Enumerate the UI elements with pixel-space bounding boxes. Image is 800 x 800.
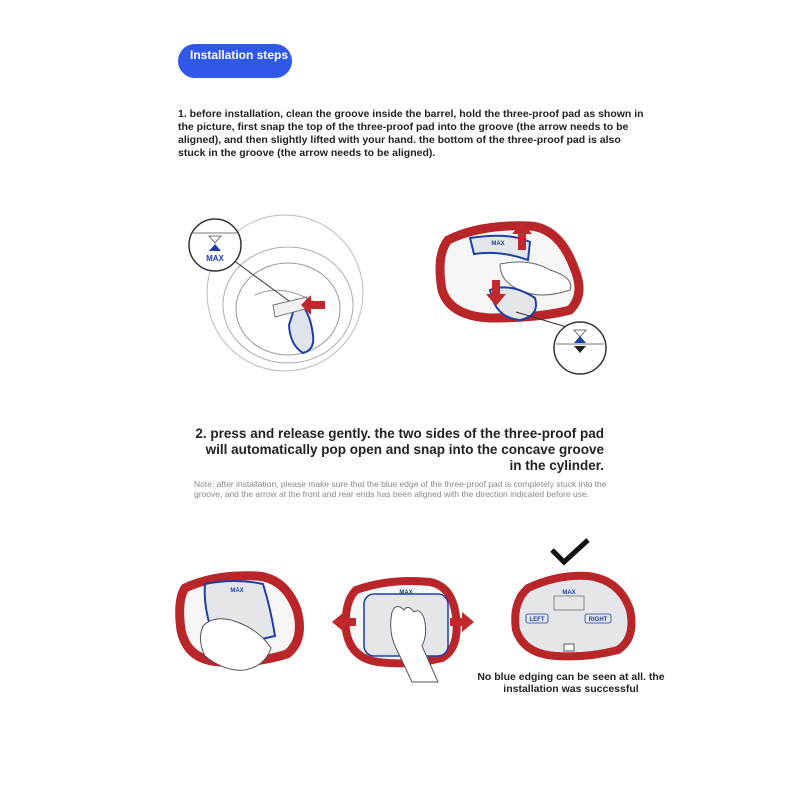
right-label: RIGHT bbox=[588, 617, 608, 623]
step-1-pad-lift-illustration bbox=[430, 220, 620, 385]
left-label: LEFT bbox=[529, 617, 545, 623]
installation-steps-badge: Installation steps bbox=[178, 44, 292, 78]
max-label: MAX bbox=[206, 254, 224, 263]
step-2-text: 2. press and release gently. the two sides of the three-proof pad will automatically pop open and snap into the concave groove in the cylinder. bbox=[195, 426, 604, 473]
step-2-note: Note: after installation, please make sure that the blue edge of the three-proof pad is completely stuck into the groove, and the arrow at the front and rear ends has been aligned with the direction indicated before use. bbox=[194, 479, 607, 499]
checkmark-icon bbox=[552, 540, 588, 562]
step-1-barrel-illustration bbox=[185, 205, 365, 380]
step-2-pad-installed-illustration bbox=[508, 538, 640, 660]
step-2-pad-press-illustration bbox=[330, 572, 475, 682]
success-caption: No blue edging can be seen at all. the installation was successful bbox=[477, 671, 665, 695]
step-1-text: 1. before installation, clean the groove inside the barrel, hold the three-proof pad as shown in the picture, first snap the top of the three-proof pad into the groove (the arrow needs to be aligned), and then slightly lifted with your hand. the bottom of the three-proof pad is also stuck in the groove (the arrow needs to be aligned). bbox=[178, 108, 644, 159]
max-label: MAX bbox=[562, 590, 576, 596]
step-2-pad-place-illustration bbox=[175, 570, 315, 675]
max-label: MAX bbox=[399, 590, 413, 596]
max-label: MAX bbox=[491, 241, 505, 247]
max-label: MAX bbox=[230, 588, 244, 594]
